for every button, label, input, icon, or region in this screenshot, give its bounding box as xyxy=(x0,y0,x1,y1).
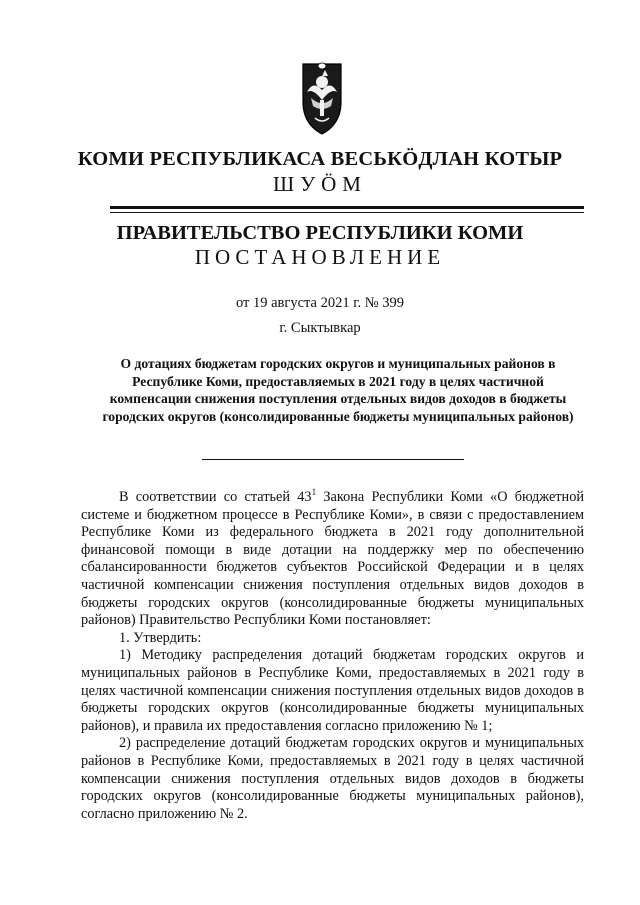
preamble-text-start: В соответствии со статьей 43 xyxy=(119,489,312,505)
header-divider-thin xyxy=(110,212,584,213)
body-paragraph-subitem-2: 2) распределение дотаций бюджетам городских округов и муниципальных районов в Республике Коми, предоставляемых в 2021 году в целях частичной компенсации снижения поступления отдельных видов доходов в бюджеты городских округов (консолидированные бюджеты муниципальных районов), согласно приложению № 2. xyxy=(81,735,584,822)
body-paragraph-preamble xyxy=(81,489,584,630)
document-title: О дотациях бюджетам городских округов и муниципальных районов в Республике Коми, предоставляемых в 2021 году в целях частичной компенсации снижения поступления отдельных видов доходов в бюджеты городских округов (консолидированные бюджеты муниципальных районов) xyxy=(102,356,574,424)
body-paragraph-item-1: 1. Утвердить: xyxy=(119,629,202,646)
article-superscript: 1 xyxy=(311,487,317,498)
document-body xyxy=(81,489,584,823)
coat-of-arms-emblem xyxy=(301,58,343,136)
header-divider-thick xyxy=(110,206,584,209)
komi-language-header: КОМИ РЕСПУБЛИКАСА ВЕСЬКӦДЛАН КОТЫР xyxy=(77,148,563,170)
government-header: ПРАВИТЕЛЬСТВО РЕСПУБЛИКИ КОМИ xyxy=(116,222,524,244)
document-type-header: ПОСТАНОВЛЕНИЕ xyxy=(194,245,446,269)
body-paragraph-subitem-1: 1) Методику распределения дотаций бюджетам городских округов и муниципальных районов в Республике Коми, предоставляемых в 2021 году в целях частичной компенсации снижения поступления отдельных видов доходов в бюджеты городских округов (консолидированные бюджеты муниципальных районов), и правила их предоставления согласно приложению № 1; xyxy=(81,647,584,734)
komi-language-subheader: ШУӦМ xyxy=(273,172,367,196)
title-underline xyxy=(202,459,464,460)
document-city: г. Сыктывкар xyxy=(279,320,361,336)
preamble-text-end: Закона Республики Коми «О бюджетной системе и бюджетном процессе в Республике Коми», в связи с предоставлением Республике Коми из федерального бюджета в 2021 году дополнительной финансовой помощи в виде дотации на поддержку мер по обеспечению сбалансированности бюджетов субъектов Российской Федерации и в целях частичной компенсации снижения поступления отдельных видов доходов в бюджеты городских округов (консолидированные бюджеты муниципальных районов) Правительство Республики Коми постановляет: xyxy=(81,489,585,629)
document-date-number: от 19 августа 2021 г. № 399 xyxy=(235,295,405,311)
